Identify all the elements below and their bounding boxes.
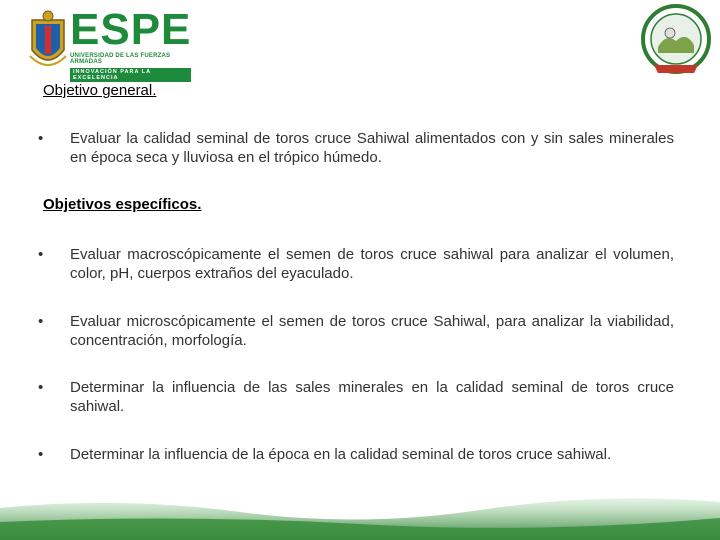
specific-objective-item bbox=[38, 378, 674, 416]
specific-objectives-heading: Objetivos específicos. bbox=[43, 196, 202, 213]
bullet-icon: • bbox=[38, 446, 44, 463]
general-objective-heading: Objetivo general. bbox=[43, 82, 157, 99]
specific-objective-item bbox=[38, 312, 674, 350]
bullet-icon: • bbox=[38, 130, 44, 147]
university-crest-icon bbox=[28, 10, 68, 72]
objective-text: Determinar la influencia de la época en la calidad seminal de toros cruce sahiwal. bbox=[70, 446, 612, 463]
espe-logo bbox=[28, 5, 192, 81]
bullet-icon: • bbox=[38, 313, 44, 330]
brand-subtitle: UNIVERSIDAD DE LAS FUERZAS ARMADAS bbox=[70, 53, 171, 65]
bullet-icon: • bbox=[38, 246, 44, 263]
seal-caption: ESPE bbox=[667, 67, 685, 73]
general-objective-item bbox=[38, 129, 674, 167]
objective-text: Evaluar microscópicamente el semen de toros cruce Sahiwal, para analizar la viabilidad, concentración, morfología. bbox=[70, 313, 674, 349]
objective-text: Evaluar la calidad seminal de toros cruce Sahiwal alimentados con y sin sales minerales en época seca y lluviosa en el trópico húmedo. bbox=[70, 130, 674, 166]
brand-motto: INNOVACIÓN PARA LA EXCELENCIA bbox=[70, 68, 191, 82]
program-seal-icon bbox=[636, 3, 716, 77]
specific-objective-item bbox=[38, 445, 674, 464]
brand-wordmark: ESPE bbox=[70, 5, 192, 54]
bullet-icon: • bbox=[38, 379, 44, 396]
footer-grass-band bbox=[0, 490, 720, 540]
specific-objective-item bbox=[38, 245, 674, 283]
objective-text: Evaluar macroscópicamente el semen de toros cruce sahiwal para analizar el volumen, color, pH, cuerpos extraños del eyaculado. bbox=[70, 246, 674, 282]
brand-block bbox=[70, 5, 192, 82]
objective-text: Determinar la influencia de las sales minerales en la calidad seminal de toros cruce sahiwal. bbox=[70, 379, 674, 415]
